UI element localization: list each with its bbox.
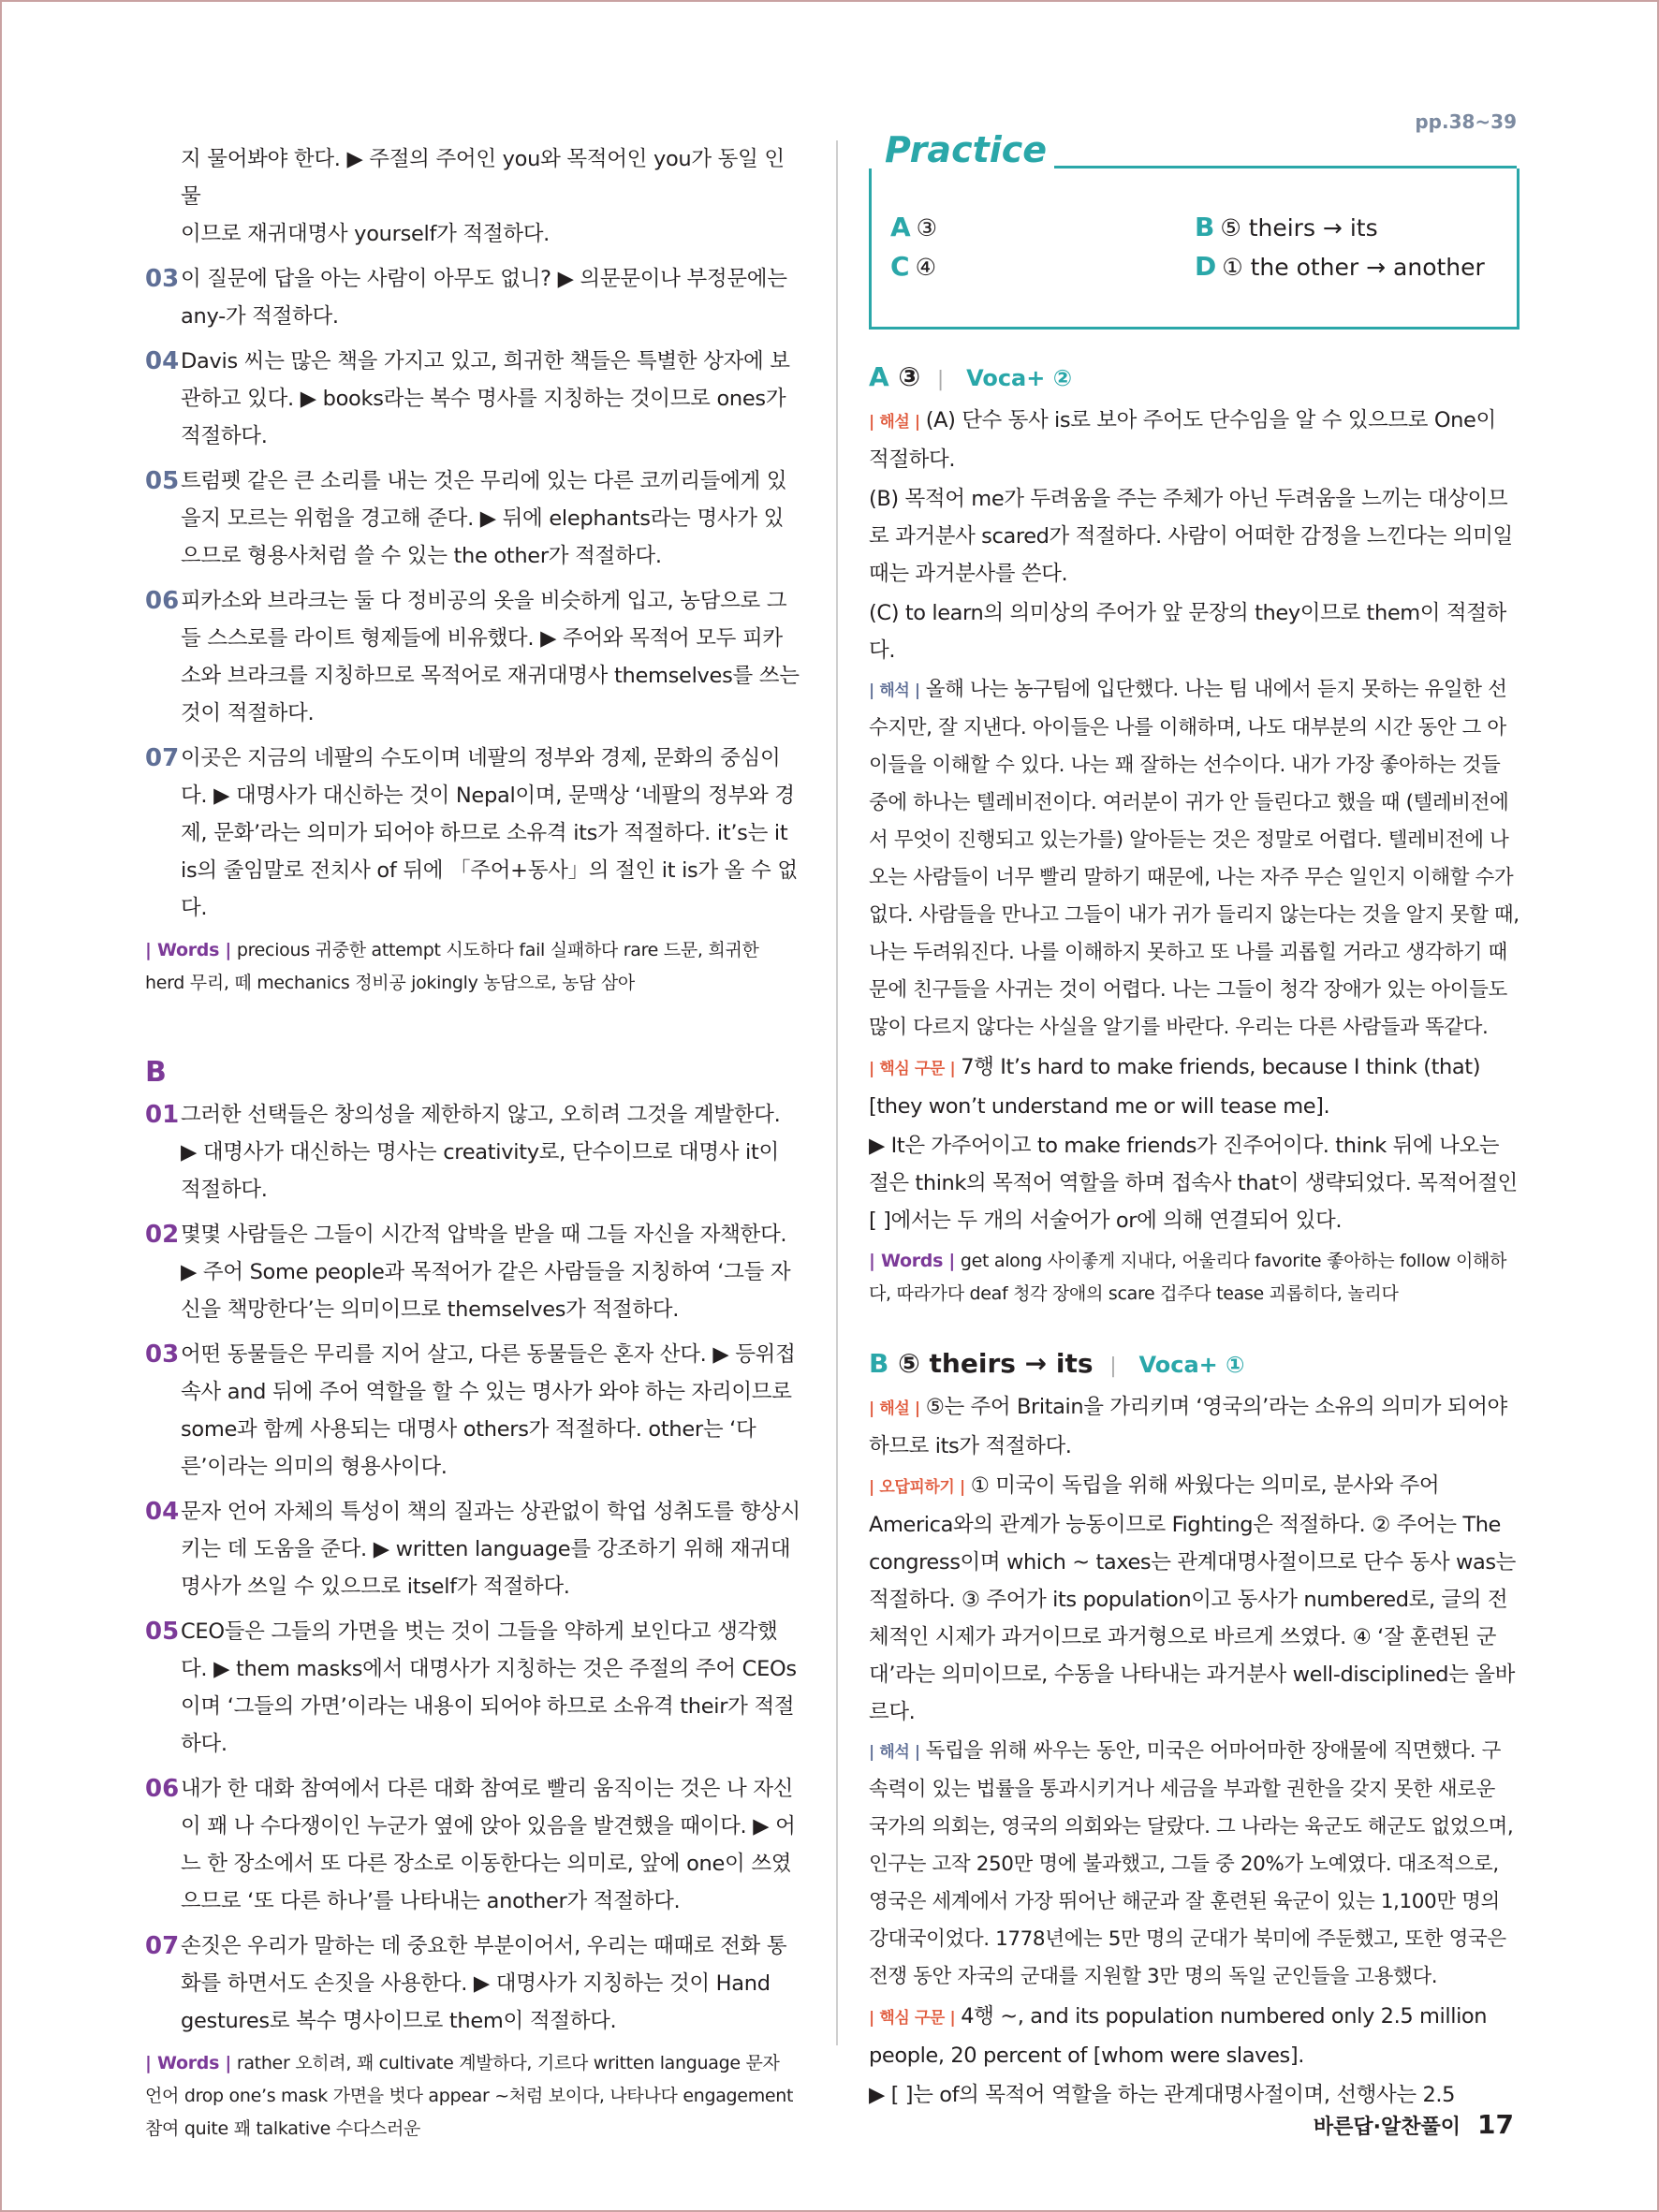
item-number: 01: [145, 1101, 180, 1129]
item-text: 내가 한 대화 참여에서 다른 대화 참여로 빨리 움직이는 것은 나 자신이 꽤 나 수다쟁이인 누군가 옆에 앉아 있음을 발견했을 때이다. ▶ 어느 한 장소에서 또 다른 장소로 이동한다는 의미로, 앞에 one이 쓰였으므로 ‘또 다른 하나’를 나타내는 another가 적절하다.: [181, 1777, 796, 1913]
numbered-item: [145, 1336, 800, 1486]
item-number: 03: [145, 265, 180, 293]
item-number: 06: [145, 1775, 180, 1803]
intro-line: 지 물어봐야 한다. ▶ 주절의 주어인 you와 목적어인 you가 동일 인물: [181, 147, 785, 209]
numbered-item: [145, 1927, 800, 2040]
item-text: 이곳은 지금의 네팔의 수도이며 네팔의 정부와 경제, 문화의 중심이다. ▶ 대명사가 대신하는 것이 Nepal이며, 문맥상 ‘네팔의 정부와 경제, 문화’라는 의미가 되어야 하므로 소유격 its가 적절하다. it’s는 it is의 줄임말로 전치사 of 뒤에 「주어+동사」의 절인 it is가 올 수 없다.: [181, 746, 798, 920]
item-number: 05: [145, 1618, 180, 1646]
numbered-item: [145, 343, 800, 455]
left-column: [145, 140, 800, 2146]
item-number: 03: [145, 1340, 180, 1369]
item-text: 손짓은 우리가 말하는 데 중요한 부분이어서, 우리는 때때로 전화 통화를 하면서도 손짓을 사용한다. ▶ 대명사가 지칭하는 것이 Hand gestures로 복수 명사이므로 them이 적절하다.: [181, 1934, 787, 2033]
numbered-item: [145, 740, 800, 927]
item-number: 02: [145, 1221, 180, 1249]
page-range: pp.38~39: [1415, 110, 1517, 133]
words-block-right-a: | Words | get along 사이좋게 지내다, 어울리다 favorite 좋아하는 follow 이해하다, 따라가다 deaf 청각 장애의 scare 겁주다 tease 괴롭히다, 놀리다: [869, 1251, 1507, 1304]
item-number: 04: [145, 1498, 180, 1526]
page-number: 17: [1477, 2109, 1514, 2140]
item-text: 트럼펫 같은 큰 소리를 내는 것은 무리에 있는 다른 코끼리들에게 있을지 모르는 위험을 경고해 준다. ▶ 뒤에 elephants라는 명사가 있으므로 형용사처럼 쓸 수 있는 the other가 적절하다.: [181, 469, 787, 568]
column-divider: [836, 140, 838, 2045]
item-text: CEO들은 그들의 가면을 벗는 것이 그들을 약하게 보인다고 생각했다. ▶ them masks에서 대명사가 지칭하는 것은 주절의 주어 CEOs이며 ‘그들의 가면’이라는 내용이 되어야 하므로 소유격 their가 적절하다.: [181, 1619, 797, 1756]
haeseok-a: | 해석 | 올해 나는 농구팀에 입단했다. 나는 팀 내에서 듣지 못하는 유일한 선수지만, 잘 지낸다. 아이들은 나를 이해하며, 나도 대부분의 시간 동안 그 아이들을 이해할 수 있다. 나는 꽤 잘하는 선수이다. 내가 가장 좋아하는 것들 중에 하나는 텔레비전이다. 여러분이 귀가 안 들린다고 했을 때 (텔레비전에서 무엇이 진행되고 있는가를) 알아듣는 것은 정말로 어렵다. 텔레비전에 나오는 사람들이 너무 빨리 말하기 때문에, 나는 자주 무슨 일인지 이해할 수가 없다. 사람들을 만나고 그들이 내가 귀가 들리지 않는다는 것을 알지 못할 때, 나는 두려워진다. 나를 이해하지 못하고 또 나를 괴롭힐 거라고 생각하기 때문에 친구들을 사귀는 것이 어렵다. 나는 그들이 청각 장애가 있는 아이들도 많이 다르지 않다는 사실을 알기를 바란다. 우리는 다른 사람들과 똑같다.: [869, 678, 1520, 1039]
intro-line: 이므로 재귀대명사 yourself가 적절하다.: [181, 222, 550, 246]
item-text: 피카소와 브라크는 둘 다 정비공의 옷을 비슷하게 입고, 농담으로 그들 스스로를 라이트 형제들에 비유했다. ▶ 주어와 목적어 모두 피카소와 브라크를 지칭하므로 목적어로 재귀대명사 themselves를 쓰는 것이 적절하다.: [181, 589, 800, 725]
item-number: 06: [145, 587, 180, 615]
intro-paragraph: [145, 140, 800, 253]
section-b-heading: B: [145, 1056, 167, 1089]
practice-answer-c: C ④: [890, 251, 936, 282]
core-structure-b: | 핵심 구문 | 4행 ~, and its population numbered only 2.5 million people, 20 percent of [whom were slaves].: [869, 2004, 1488, 2068]
answer-a-heading: A ③ | Voca+ ②: [869, 361, 1073, 392]
words-block-b: [145, 2047, 800, 2146]
numbered-item: [145, 582, 800, 732]
haeseol-a-line: (B) 목적어 me가 두려움을 주는 주체가 아닌 두려움을 느끼는 대상이므로 과거분사 scared가 적절하다. 사람이 어떠한 감정을 느낀다는 의미일 때는 과거분사를 쓴다.: [869, 487, 1513, 586]
words-tag: | Words |: [145, 2053, 232, 2073]
haeseol-a-line: | 해설 | (A) 단수 동사 is로 보아 주어도 단수임을 알 수 있으므로 One이 적절하다.: [869, 408, 1496, 472]
answer-b-heading: B ⑤ theirs → its | Voca+ ①: [869, 1348, 1245, 1379]
odap-b: | 오답피하기 | ① 미국이 독립을 위해 싸웠다는 의미로, 분사와 주어 America와의 관계가 능동이므로 Fighting은 적절하다. ② 주어는 The congress이며 which ~ taxes는 관계대명사절이므로 단수 동사 was는 적절하다. ③ 주어가 its population이고 동사가 numbered로, 글의 전체적인 시제가 과거이므로 과거형으로 바르게 쓰였다. ④ ‘잘 훈련된 군대’라는 의미이므로, 수동을 나타내는 과거분사 well-disciplined는 올바르다.: [869, 1473, 1516, 1724]
words-list: rather 오히려, 꽤 cultivate 계발하다, 기르다 written language 문자 언어 drop one’s mask 가면을 벗다 appear ~처럼 보이다, 나타나다 engagement 참여 quite 꽤 talkative 수다스러운: [145, 2053, 794, 2139]
numbered-item: [145, 260, 800, 335]
practice-title: Practice: [881, 129, 1054, 170]
numbered-item: [145, 1096, 800, 1209]
item-text: 이 질문에 답을 아는 사람이 아무도 없니? ▶ 의문문이나 부정문에는 any-가 적절하다.: [181, 267, 787, 329]
numbered-item: [145, 1613, 800, 1763]
item-number: 04: [145, 347, 180, 375]
item-number: 07: [145, 744, 180, 772]
numbered-item: [145, 1770, 800, 1920]
core-explanation-a: ▶ It은 가주어이고 to make friends가 진주어이다. think 뒤에 나오는 절은 think의 목적어 역할을 하며 접속사 that이 생략되었다. 목적어절인 [ ]에서는 두 개의 서술어가 or에 의해 연결되어 있다.: [869, 1134, 1518, 1233]
item-text: 문자 언어 자체의 특성이 책의 질과는 상관없이 학업 성취도를 향상시키는 데 도움을 준다. ▶ written language를 강조하기 위해 재귀대명사가 쓰일 수 있으므로 itself가 적절하다.: [181, 1500, 800, 1599]
numbered-item: [145, 462, 800, 575]
haeseok-b: | 해석 | 독립을 위해 싸우는 동안, 미국은 어마어마한 장애물에 직면했다. 구속력이 있는 법률을 통과시키거나 세금을 부과할 권한을 갖지 못한 새로운 국가의 의회는, 영국의 의회와는 달랐다. 그 나라는 육군도 해군도 없었으며, 인구는 고작 250만 명에 불과했고, 그들 중 20%가 노예였다. 대조적으로, 영국은 세계에서 가장 뛰어난 해군과 잘 훈련된 육군이 있는 1,100만 명의 강대국이었다. 1778년에는 5만 명의 군대가 북미에 주둔했고, 또한 영국은 전쟁 동안 자국의 군대를 지원할 3만 명의 독일 군인들을 고용했다.: [869, 1739, 1514, 1988]
practice-answer-a: A ③: [890, 212, 938, 242]
words-list: precious 귀중한 attempt 시도하다 fail 실패하다 rare 드문, 희귀한 herd 무리, 떼 mechanics 정비공 jokingly 농담으로, 농담 삼아: [145, 940, 759, 993]
practice-box: [869, 110, 1520, 330]
core-structure-a: | 핵심 구문 | 7행 It’s hard to make friends, because I think (that) [they won’t understand me or will tease me].: [869, 1055, 1481, 1119]
section-a-items: [145, 260, 800, 927]
footer-label: 바른답·알찬풀이: [1313, 2116, 1461, 2139]
item-number: 07: [145, 1932, 180, 1960]
item-text: 어떤 동물들은 무리를 지어 살고, 다른 동물들은 혼자 산다. ▶ 등위접속사 and 뒤에 주어 역할을 할 수 있는 명사가 와야 하는 자리이므로 some과 함께 사용되는 대명사 others가 적절하다. other는 ‘다른’이라는 의미의 형용사이다.: [181, 1342, 796, 1479]
page-footer: [1314, 2109, 1514, 2140]
words-tag: | Words |: [145, 940, 232, 960]
words-block-a: [145, 934, 800, 1000]
practice-top-line: [1012, 166, 1517, 168]
numbered-item: [145, 1216, 800, 1328]
practice-answer-b: B ⑤ theirs → its: [1195, 212, 1378, 242]
voca-plus-badge: Voca+ ①: [1138, 1352, 1245, 1378]
right-column: [869, 110, 1520, 2114]
haeseol-a-line: (C) to learn의 의미상의 주어가 앞 문장의 they이므로 them이 적절하다.: [869, 601, 1506, 663]
voca-plus-badge: Voca+ ②: [966, 365, 1073, 391]
numbered-item: [145, 1493, 800, 1605]
item-text: Davis 씨는 많은 책을 가지고 있고, 희귀한 책들은 특별한 상자에 보관하고 있다. ▶ books라는 복수 명사를 지칭하는 것이므로 ones가 적절하다.: [181, 349, 790, 448]
item-text: 몇몇 사람들은 그들이 시간적 압박을 받을 때 그들 자신을 자책한다. ▶ 주어 Some people과 목적어가 같은 사람들을 지칭하여 ‘그들 자신을 책망한다’는 의미이므로 themselves가 적절하다.: [181, 1223, 791, 1322]
item-text: 그러한 선택들은 창의성을 제한하지 않고, 오히려 그것을 계발한다. ▶ 대명사가 대신하는 명사는 creativity로, 단수이므로 대명사 it이 적절하다.: [181, 1103, 781, 1202]
practice-answer-d: D ① the other → another: [1195, 251, 1485, 282]
section-b-items: [145, 1096, 800, 2040]
item-number: 05: [145, 467, 180, 495]
core-explanation-b: ▶ [ ]는 of의 목적어 역할을 하는 관계대명사절이며, 선행사는 2.5: [869, 2083, 1456, 2107]
haeseol-b: | 해설 | ⑤는 주어 Britain을 가리키며 ‘영국의’라는 소유의 의미가 되어야 하므로 its가 적절하다.: [869, 1395, 1507, 1458]
